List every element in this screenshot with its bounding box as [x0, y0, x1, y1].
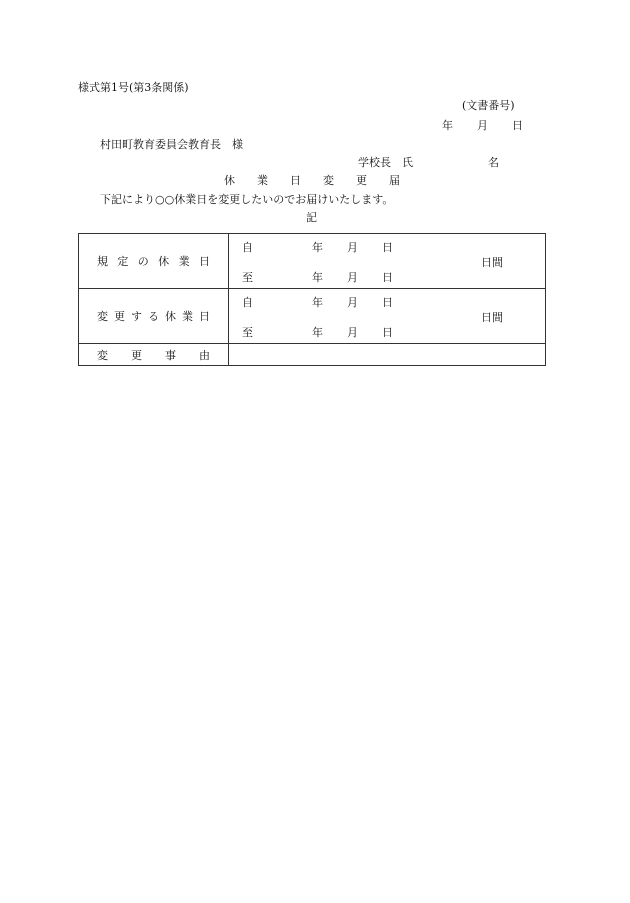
from-year: 年: [312, 241, 323, 254]
to-day: 日: [382, 326, 393, 339]
row-label: [97, 308, 210, 324]
row-label-cell: [79, 289, 229, 344]
label-char: 更: [131, 348, 142, 362]
label-char: 変: [97, 348, 108, 362]
to-year: 年: [312, 326, 323, 339]
ki-heading: 記: [306, 211, 317, 224]
sender-name-suffix: 名: [488, 156, 499, 169]
label-char: す: [131, 310, 142, 323]
label-char: 業: [178, 255, 190, 268]
to-day: 日: [382, 271, 393, 284]
sender-title: 学校長 氏: [358, 156, 413, 169]
label-char: 規: [97, 255, 108, 268]
label-char: 日: [199, 310, 210, 323]
duration-label: 日間: [481, 256, 503, 269]
from-year: 年: [312, 296, 323, 309]
body-text: 下記により○○休業日を変更したいのでお届けいたします。: [100, 193, 394, 206]
duration-label: 日間: [481, 311, 503, 324]
title-char: 更: [356, 174, 367, 187]
form-number: 様式第1号(第3条関係): [78, 81, 189, 94]
table-row: [79, 289, 546, 344]
from-label: 自: [242, 241, 253, 254]
label-char: の: [137, 255, 149, 268]
to-label: 至: [242, 326, 253, 339]
reason-cell: [229, 344, 546, 366]
document-title: [224, 175, 400, 186]
row-label: [97, 253, 210, 269]
to-month: 月: [347, 271, 358, 284]
date-year: 年: [442, 119, 453, 132]
label-char: 変: [97, 310, 108, 323]
label-char: 事: [165, 348, 176, 362]
date-day: 日: [512, 119, 523, 132]
title-char: 変: [323, 174, 334, 187]
from-label: 自: [242, 296, 253, 309]
label-char: 業: [182, 310, 193, 323]
from-month: 月: [347, 296, 358, 309]
row-label: [97, 347, 210, 363]
title-char: 日: [290, 174, 301, 187]
table-row: [79, 344, 546, 366]
form-table: [78, 233, 546, 366]
from-day: 日: [382, 296, 393, 309]
addressee: 村田町教育委員会教育長 様: [100, 138, 243, 151]
date-range-cell: [229, 289, 546, 344]
label-char: 休: [158, 255, 170, 268]
row-label-cell: [79, 234, 229, 289]
table-row: [79, 234, 546, 289]
label-char: 由: [199, 348, 210, 362]
from-day: 日: [382, 241, 393, 254]
label-char: 休: [165, 310, 176, 323]
title-char: 届: [389, 174, 400, 187]
row-label-cell: [79, 344, 229, 366]
date-range-cell: [229, 234, 546, 289]
from-month: 月: [347, 241, 358, 254]
label-char: 日: [198, 255, 210, 268]
to-year: 年: [312, 271, 323, 284]
date-month: 月: [477, 119, 488, 132]
to-month: 月: [347, 326, 358, 339]
title-char: 休: [224, 174, 235, 187]
document-number: (文書番号): [462, 99, 515, 112]
label-char: る: [148, 310, 159, 323]
label-char: 更: [114, 310, 125, 323]
to-label: 至: [242, 271, 253, 284]
title-char: 業: [257, 174, 268, 187]
label-char: 定: [117, 255, 129, 268]
